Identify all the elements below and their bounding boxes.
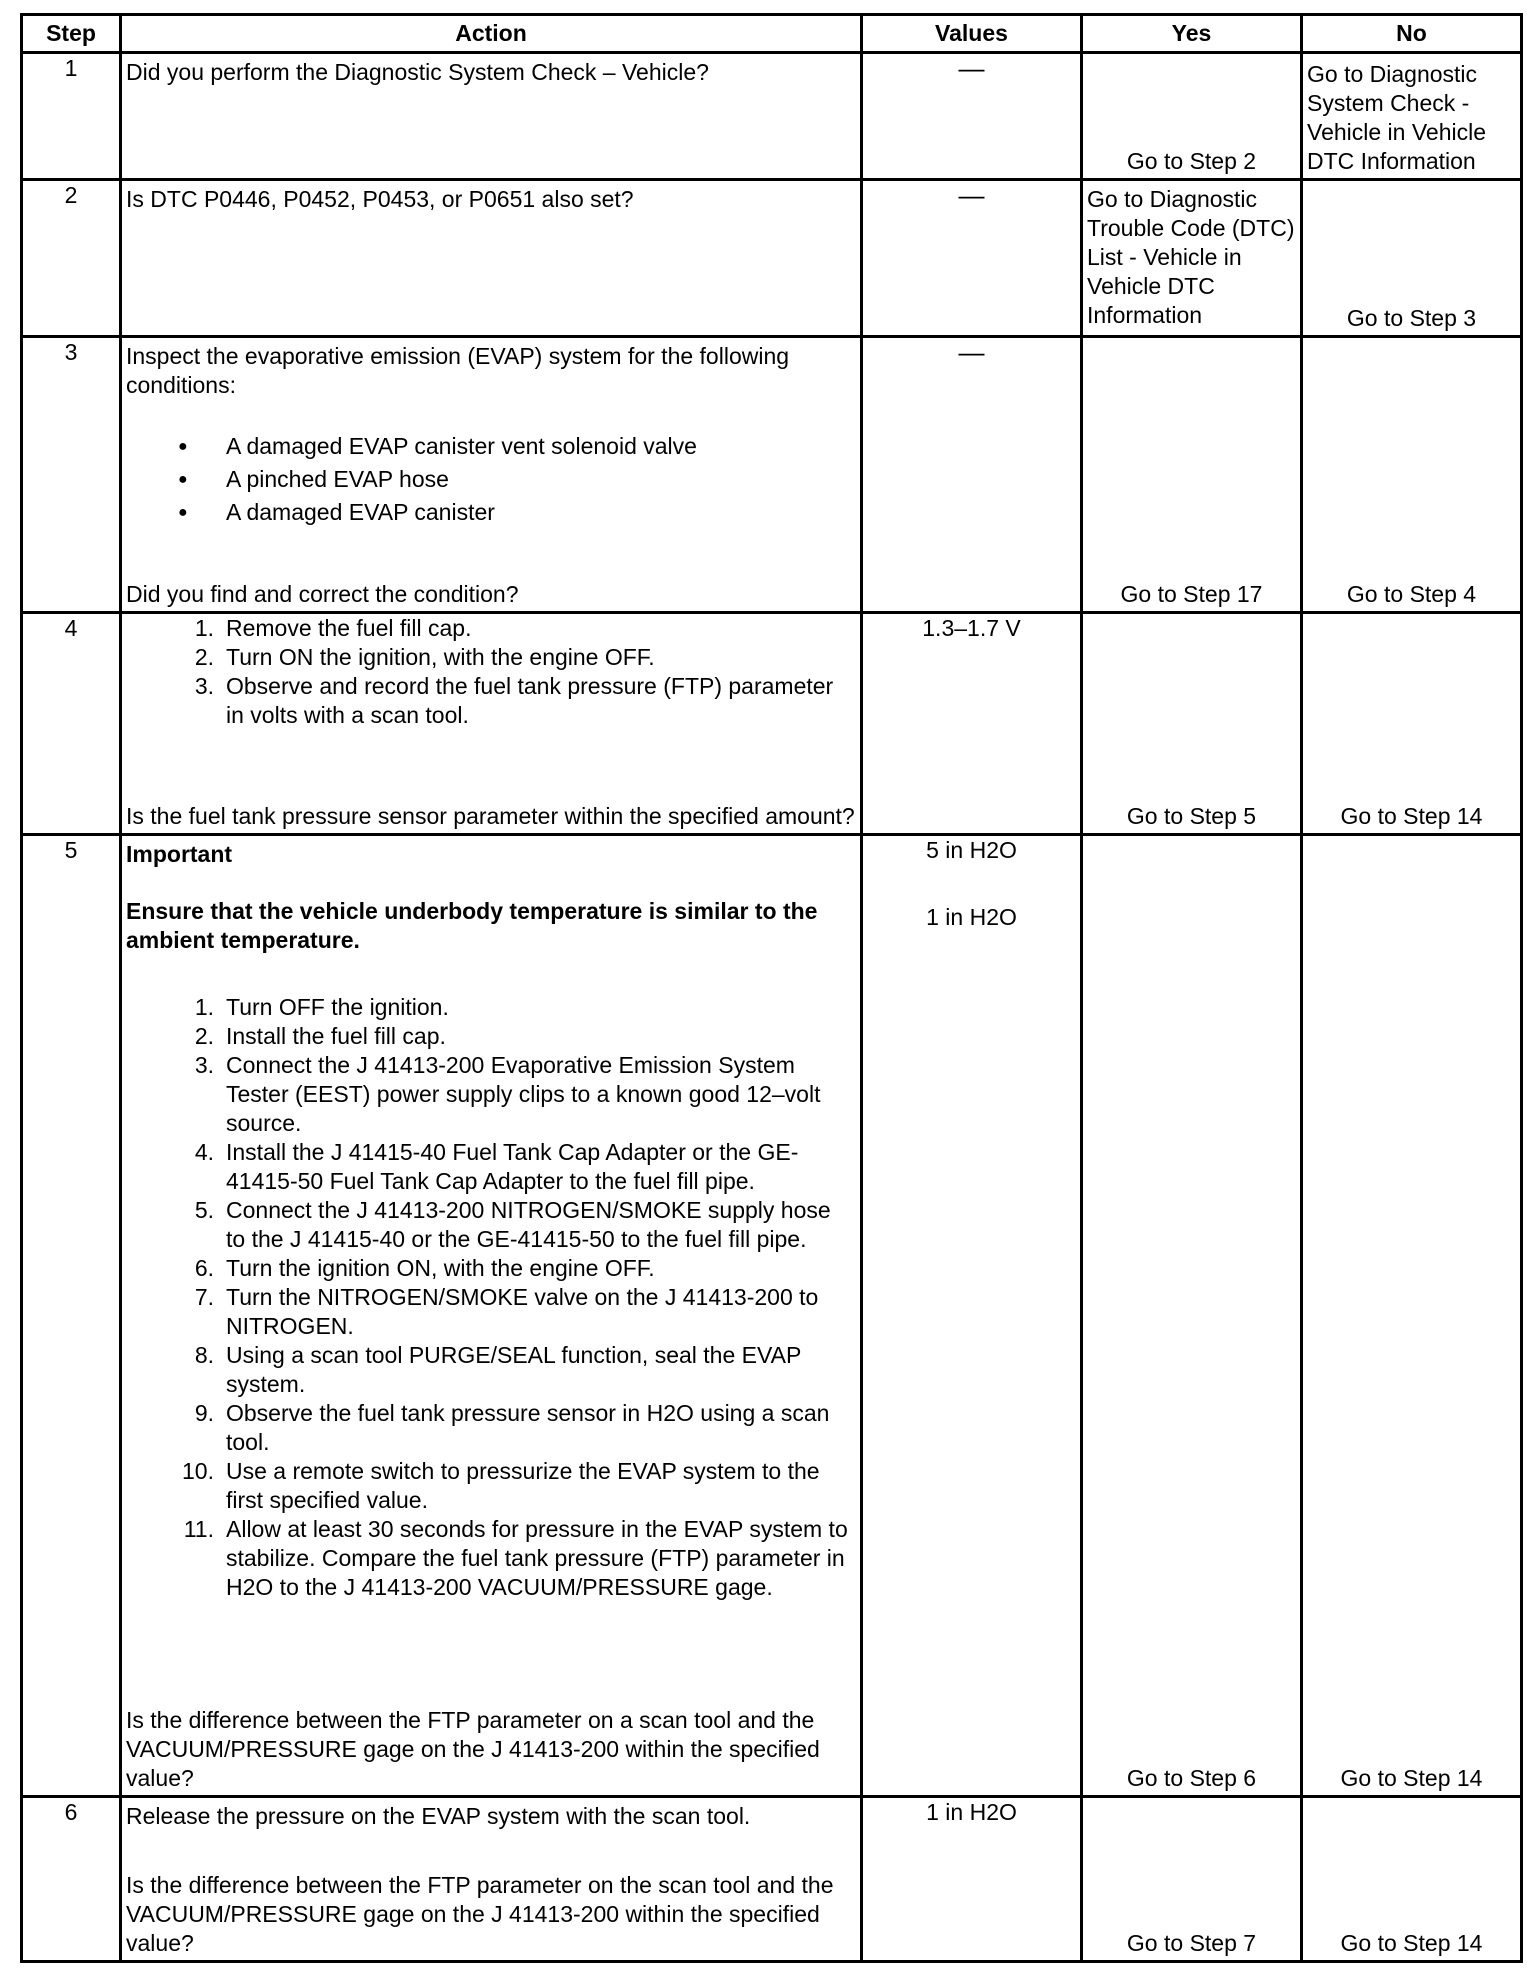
yes-action: Go to Step 7 <box>1126 1930 1257 1956</box>
action-cell <box>121 1797 862 1962</box>
step-number: 4 <box>22 613 121 835</box>
list-item: ● A pinched EVAP hose <box>226 463 856 496</box>
header-row <box>22 15 1522 53</box>
item-number: 1. <box>194 615 214 641</box>
list-item <box>183 1515 856 1602</box>
yes-cell <box>1082 835 1302 1797</box>
action-question: Is the difference between the FTP parameter on the scan tool and the VACUUM/PRESSURE gage on the J 41413-200 within the specified value? <box>126 1872 834 1956</box>
list-item <box>194 1399 856 1457</box>
list-item <box>194 1283 856 1341</box>
item-number: 1. <box>194 994 214 1020</box>
action-question: Is the fuel tank pressure sensor parameter within the specified amount? <box>126 803 855 829</box>
yes-cell <box>1082 337 1302 613</box>
yes-cell <box>1082 180 1302 337</box>
list-item: ● A damaged EVAP canister vent solenoid valve <box>226 430 856 463</box>
yes-action: Go to Step 2 <box>1126 148 1257 174</box>
yes-cell <box>1082 1797 1302 1962</box>
yes-action: Go to Step 5 <box>1126 803 1257 829</box>
important-label: Important <box>126 841 233 867</box>
procedure-list <box>126 993 856 1602</box>
item-number: 10. <box>182 1458 214 1484</box>
item-text: Remove the fuel fill cap. <box>226 615 472 641</box>
item-text: Observe the fuel tank pressure sensor in H2O using a scan tool. <box>226 1400 830 1455</box>
no-action: Go to Step 14 <box>1340 1930 1483 1956</box>
value-dash: — <box>958 180 985 210</box>
action-question: Did you find and correct the condition? <box>126 581 519 607</box>
no-cell <box>1302 613 1522 835</box>
item-number: 3. <box>194 673 214 699</box>
important-note: Ensure that the vehicle underbody temperature is similar to the ambient temperature. <box>126 898 818 953</box>
item-text: Turn OFF the ignition. <box>226 994 449 1020</box>
header-action: Action <box>121 15 862 53</box>
values-cell <box>862 835 1082 1797</box>
procedure-list <box>126 614 856 730</box>
list-item <box>194 614 856 643</box>
item-text: Turn ON the ignition, with the engine OFF. <box>226 644 655 670</box>
values-cell <box>862 1797 1082 1962</box>
value-text: 1.3–1.7 V <box>922 615 1021 641</box>
action-cell <box>121 835 862 1797</box>
spacer <box>126 869 856 897</box>
no-cell <box>1302 835 1522 1797</box>
list-item <box>194 1254 856 1283</box>
table-row-step-6 <box>22 1797 1522 1962</box>
item-text: Turn the ignition ON, with the engine OFF. <box>226 1255 655 1281</box>
step-number: 2 <box>22 180 121 337</box>
action-intro: Inspect the evaporative emission (EVAP) system for the following conditions: <box>126 343 790 398</box>
item-text: Allow at least 30 seconds for pressure in the EVAP system to stabilize. Compare the fuel tank pressure (FTP) parameter in H2O to the J 41413-200 VACUUM/PRESSURE gage. <box>226 1516 848 1600</box>
item-number: 3. <box>194 1052 214 1078</box>
action-question: Did you perform the Diagnostic System Check – Vehicle? <box>126 59 709 85</box>
yes-action: Go to Step 17 <box>1120 581 1263 607</box>
item-text: Use a remote switch to pressurize the EVAP system to the first specified value. <box>226 1458 820 1513</box>
list-item: ● A damaged EVAP canister <box>226 496 856 529</box>
no-cell <box>1302 337 1522 613</box>
values-cell <box>862 180 1082 337</box>
header-values: Values <box>862 15 1082 53</box>
no-cell <box>1302 1797 1522 1962</box>
list-item <box>194 1138 856 1196</box>
item-text: Install the J 41415-40 Fuel Tank Cap Adapter or the GE-41415-50 Fuel Tank Cap Adapter to the fuel fill pipe. <box>226 1139 799 1194</box>
list-item <box>194 1022 856 1051</box>
values-cell <box>862 337 1082 613</box>
action-question: Is the difference between the FTP parameter on a scan tool and the VACUUM/PRESSURE gage on the J 41413-200 within the specified value? <box>126 1707 820 1791</box>
item-number: 11. <box>183 1516 214 1542</box>
item-number: 4. <box>194 1139 214 1165</box>
action-question: Is DTC P0446, P0452, P0453, or P0651 also set? <box>126 186 634 212</box>
item-number: 9. <box>194 1400 214 1426</box>
item-text: Connect the J 41413-200 Evaporative Emission System Tester (EEST) power supply clips to a known good 12–volt source. <box>226 1052 821 1136</box>
item-number: 2. <box>194 1023 214 1049</box>
value-text: 5 in H2O <box>926 837 1017 863</box>
item-number: 2. <box>194 644 214 670</box>
table-row-step-1 <box>22 53 1522 180</box>
spacer <box>867 865 1076 903</box>
spacer <box>126 955 856 993</box>
item-text: Using a scan tool PURGE/SEAL function, seal the EVAP system. <box>226 1342 801 1397</box>
header-no: No <box>1302 15 1522 53</box>
table-row-step-4 <box>22 613 1522 835</box>
header-step: Step <box>22 15 121 53</box>
header-yes: Yes <box>1082 15 1302 53</box>
list-item <box>194 993 856 1022</box>
step-number: 3 <box>22 337 121 613</box>
item-text: Connect the J 41413-200 NITROGEN/SMOKE supply hose to the J 41415-40 or the GE-41415-50 to the fuel fill pipe. <box>226 1197 831 1252</box>
no-action: Go to Step 14 <box>1340 803 1483 829</box>
no-action: Go to Step 3 <box>1346 305 1477 331</box>
diagnostic-table <box>20 13 1523 1963</box>
step-number: 6 <box>22 1797 121 1962</box>
value-dash: — <box>958 337 985 367</box>
action-cell <box>121 613 862 835</box>
item-number: 7. <box>194 1284 214 1310</box>
table-row-step-3 <box>22 337 1522 613</box>
list-item <box>194 1196 856 1254</box>
yes-cell <box>1082 53 1302 180</box>
list-item <box>194 643 856 672</box>
table-row-step-5 <box>22 835 1522 1797</box>
value-dash: — <box>958 53 985 83</box>
value-text: 1 in H2O <box>926 1799 1017 1825</box>
condition-list <box>126 430 856 529</box>
no-action: Go to Step 4 <box>1346 581 1477 607</box>
list-item <box>182 1457 856 1515</box>
item-text: Observe and record the fuel tank pressure (FTP) parameter in volts with a scan tool. <box>226 673 834 728</box>
no-action: Go to Diagnostic System Check - Vehicle in Vehicle DTC Information <box>1307 61 1487 174</box>
action-cell <box>121 53 862 180</box>
action-intro: Release the pressure on the EVAP system with the scan tool. <box>126 1803 751 1829</box>
no-cell <box>1302 180 1522 337</box>
action-cell <box>121 337 862 613</box>
table-row-step-2 <box>22 180 1522 337</box>
values-cell <box>862 613 1082 835</box>
list-item <box>194 672 856 730</box>
item-number: 5. <box>194 1197 214 1223</box>
action-cell <box>121 180 862 337</box>
item-number: 6. <box>194 1255 214 1281</box>
list-item <box>194 1051 856 1138</box>
yes-cell <box>1082 613 1302 835</box>
no-action: Go to Step 14 <box>1340 1765 1483 1791</box>
item-text: Turn the NITROGEN/SMOKE valve on the J 41413-200 to NITROGEN. <box>226 1284 819 1339</box>
yes-action: Go to Step 6 <box>1126 1765 1257 1791</box>
list-item <box>194 1341 856 1399</box>
values-cell <box>862 53 1082 180</box>
item-number: 8. <box>194 1342 214 1368</box>
step-number: 1 <box>22 53 121 180</box>
step-number: 5 <box>22 835 121 1797</box>
no-cell <box>1302 53 1522 180</box>
item-text: Install the fuel fill cap. <box>226 1023 446 1049</box>
yes-action: Go to Diagnostic Trouble Code (DTC) List - Vehicle in Vehicle DTC Information <box>1087 186 1295 328</box>
value-text: 1 in H2O <box>926 904 1017 930</box>
